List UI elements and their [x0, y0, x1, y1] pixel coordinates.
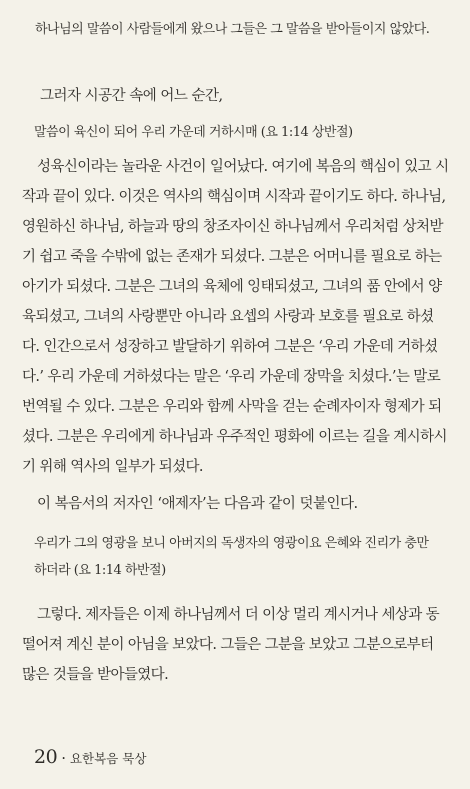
author-line: 이 복음서의 저자인 ‘애제자’는 다음과 같이 덧붙인다. [37, 496, 358, 512]
paragraph-line: 작과 끝이 있다. 이것은 역사의 핵심이며 시작과 끝이기도 하다. 하나님, [22, 189, 446, 205]
paragraph-line: 육되셨고, 그녀의 사랑뿐만 아니라 요셉의 사랑과 보호를 필요로 하셨 [22, 309, 434, 325]
scripture-quote-1: 말씀이 육신이 되어 우리 가운데 거하시매 (요 1:14 상반절) [34, 125, 353, 140]
scripture-quote-line: 하더라 (요 1:14 하반절) [34, 563, 166, 578]
footer-separator: · [61, 749, 66, 767]
paragraph-line: 떨어져 계신 분이 아님을 보았다. 그들은 그분을 보았고 그분으로부터 [22, 637, 434, 653]
book-title: 요한복음 묵상 [69, 751, 147, 766]
paragraph-line: 번역될 수 있다. 그분은 우리와 함께 사막을 걷는 순례자이자 형제가 되 [22, 399, 442, 415]
paragraph-line: 다.’ 우리 가운데 거하셨다는 말은 ‘우리 가운데 장막을 치셨다.’는 말로 [22, 369, 441, 385]
paragraph-line: 많은 것들을 받아들였다. [22, 667, 169, 683]
paragraph-line: 아기가 되셨다. 그분은 그녀의 육체에 잉태되셨고, 그녀의 품 안에서 양 [22, 279, 442, 295]
paragraph-line: 셨다. 그분은 우리에게 하나님과 우주적인 평화에 이르는 길을 계시하시 [22, 429, 447, 445]
paragraph-line: 영원하신 하나님, 하늘과 땅의 창조자이신 하나님께서 우리처럼 상처받 [22, 219, 443, 235]
intro-line: 그러자 시공간 속에 어느 순간, [40, 88, 223, 104]
paragraph-line: 그렇다. 제자들은 이제 하나님께서 더 이상 멀리 계시거나 세상과 동 [37, 607, 440, 623]
scripture-quote-line: 우리가 그의 영광을 보니 아버지의 독생자의 영광이요 은혜와 진리가 충만 [34, 536, 429, 551]
paragraph-line: 기 쉽고 죽을 수밖에 없는 존재가 되셨다. 그분은 어머니를 필요로 하는 [22, 249, 442, 265]
paragraph-line: 기 위해 역사의 일부가 되셨다. [22, 459, 203, 475]
paragraph-line: 다. 인간으로서 성장하고 발달하기 위하여 그분은 ‘우리 가운데 거하셨 [22, 339, 438, 355]
page-footer [34, 746, 146, 768]
page-number: 20 [34, 746, 58, 768]
top-quote: 하나님의 말씀이 사람들에게 왔으나 그들은 그 말씀을 받아들이지 않았다. [35, 22, 430, 37]
paragraph-line: 성육신이라는 놀라운 사건이 일어났다. 여기에 복음의 핵심이 있고 시 [37, 159, 449, 175]
